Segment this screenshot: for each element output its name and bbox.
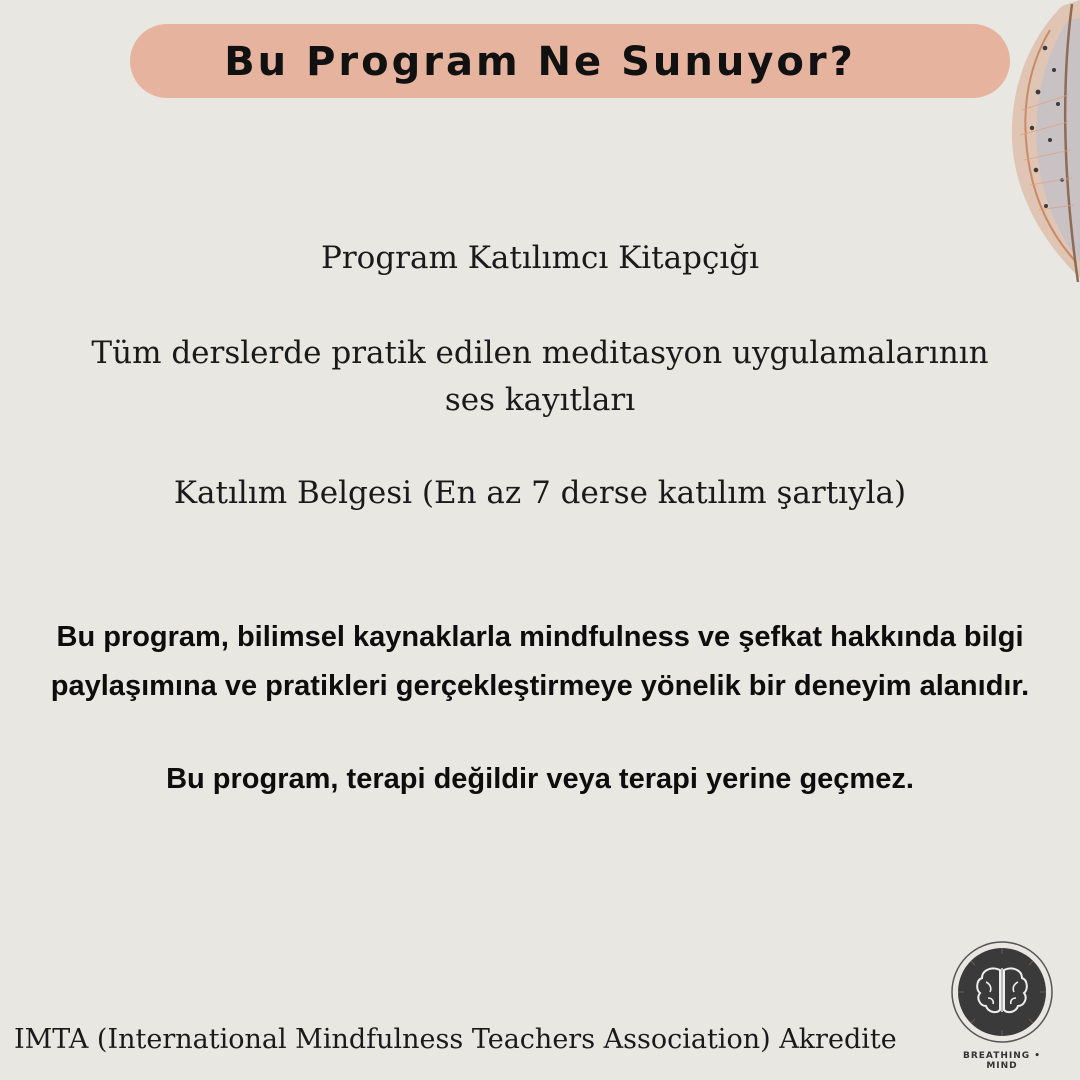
statement-line-1: Bu program, bilimsel kaynaklarla mindfulness ve şefkat hakkında bilgi: [56, 621, 1024, 653]
accreditation-text: IMTA (International Mindfulness Teachers Association) Akredite: [14, 1024, 897, 1055]
logo-caption: BREATHING • MIND: [962, 1051, 1042, 1071]
offering-audio-line-1: Tüm derslerde pratik edilen meditasyon uygulamalarının: [91, 335, 989, 371]
page-title: Bu Program Ne Sunuyor?: [224, 39, 856, 85]
offering-certificate: Katılım Belgesi (En az 7 derse katılım şartıyla): [173, 475, 907, 511]
statement-line-2: paylaşımına ve pratikleri gerçekleştirmeye yönelik bir deneyim alanıdır.: [50, 670, 1030, 702]
offering-audio-line-2: ses kayıtları: [444, 382, 636, 418]
offering-booklet: Program Katılımcı Kitapçığı: [321, 240, 759, 276]
disclaimer-statement: Bu program, terapi değildir veya terapi yerine geçmez.: [166, 763, 914, 795]
